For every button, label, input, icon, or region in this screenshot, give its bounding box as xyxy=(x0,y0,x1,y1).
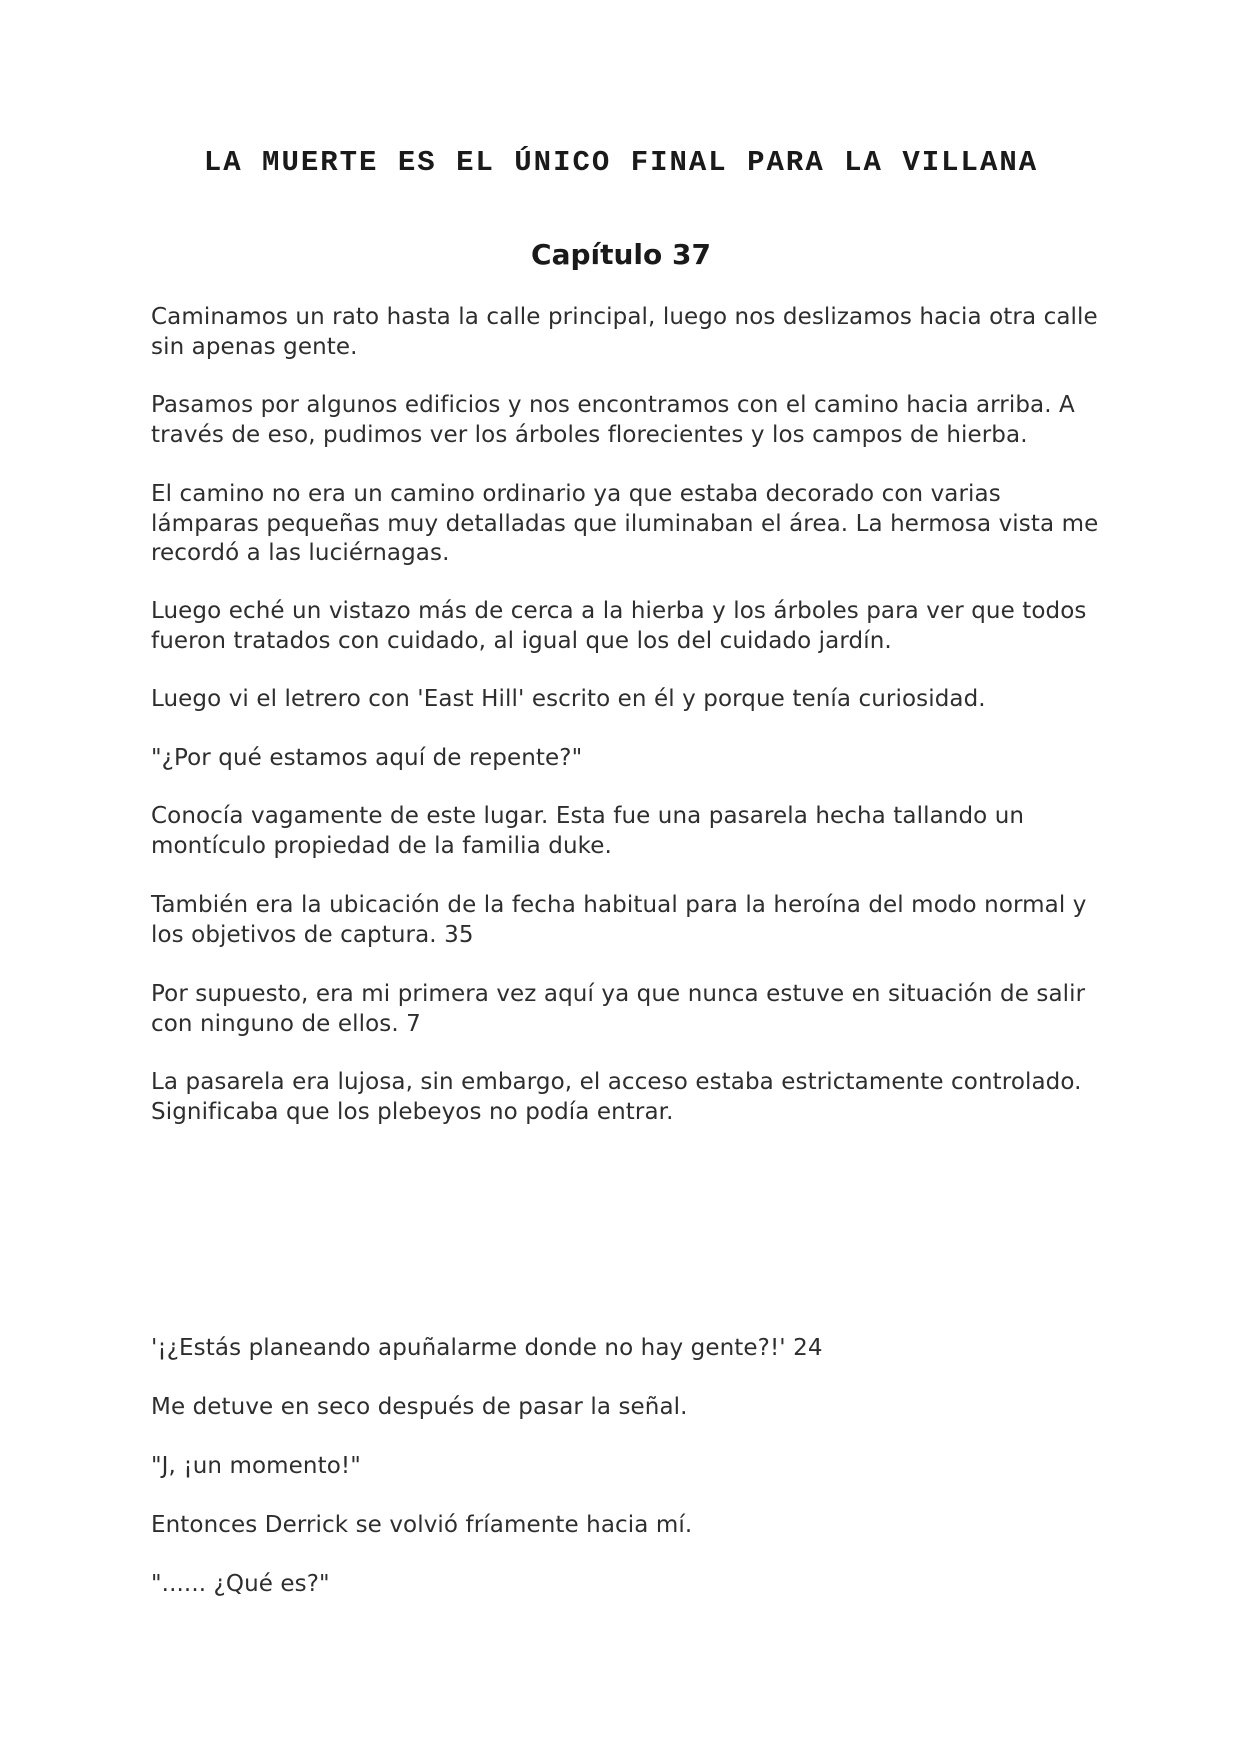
paragraph: También era la ubicación de la fecha habitual para la heroína del modo normal y los objetivos de captura. 35 xyxy=(151,892,1087,948)
paragraph: Luego vi el letrero con 'East Hill' escrito en él y porque tenía curiosidad. xyxy=(151,686,986,712)
paragraph: Caminamos un rato hasta la calle principal, luego nos deslizamos hacia otra calle sin apenas gente. xyxy=(151,304,1098,360)
paragraph: "J, ¡un momento!" xyxy=(151,1453,361,1479)
paragraph: Conocía vagamente de este lugar. Esta fue una pasarela hecha tallando un montículo propiedad de la familia duke. xyxy=(151,803,1025,859)
paragraph: La pasarela era lujosa, sin embargo, el acceso estaba estrictamente controlado. Significaba que los plebeyos no podía entrar. xyxy=(151,1069,1082,1125)
paragraph: Entonces Derrick se volvió fríamente hacia mí. xyxy=(151,1512,693,1538)
paragraph: Luego eché un vistazo más de cerca a la hierba y los árboles para ver que todos fueron tratados con cuidado, al igual que los del cuidado jardín. xyxy=(151,598,1087,654)
paragraph: Me detuve en seco después de pasar la señal. xyxy=(151,1394,688,1420)
book-title: LA MUERTE ES EL ÚNICO FINAL PARA LA VILLANA xyxy=(203,146,1039,179)
paragraph: El camino no era un camino ordinario ya que estaba decorado con varias lámparas pequeñas muy detalladas que iluminaban el área. La hermosa vista me recordó a las luciérnagas. xyxy=(151,481,1099,566)
paragraph: "¿Por qué estamos aquí de repente?" xyxy=(151,745,583,771)
chapter-title: Capítulo 37 xyxy=(531,238,711,271)
paragraph: "...... ¿Qué es?" xyxy=(151,1571,330,1597)
paragraph: Por supuesto, era mi primera vez aquí ya que nunca estuve en situación de salir con ninguno de ellos. 7 xyxy=(151,981,1086,1037)
paragraph: Pasamos por algunos edificios y nos encontramos con el camino hacia arriba. A través de eso, pudimos ver los árboles florecientes y los campos de hierba. xyxy=(151,392,1075,448)
paragraph: '¡¿Estás planeando apuñalarme donde no hay gente?!' 24 xyxy=(151,1335,823,1361)
